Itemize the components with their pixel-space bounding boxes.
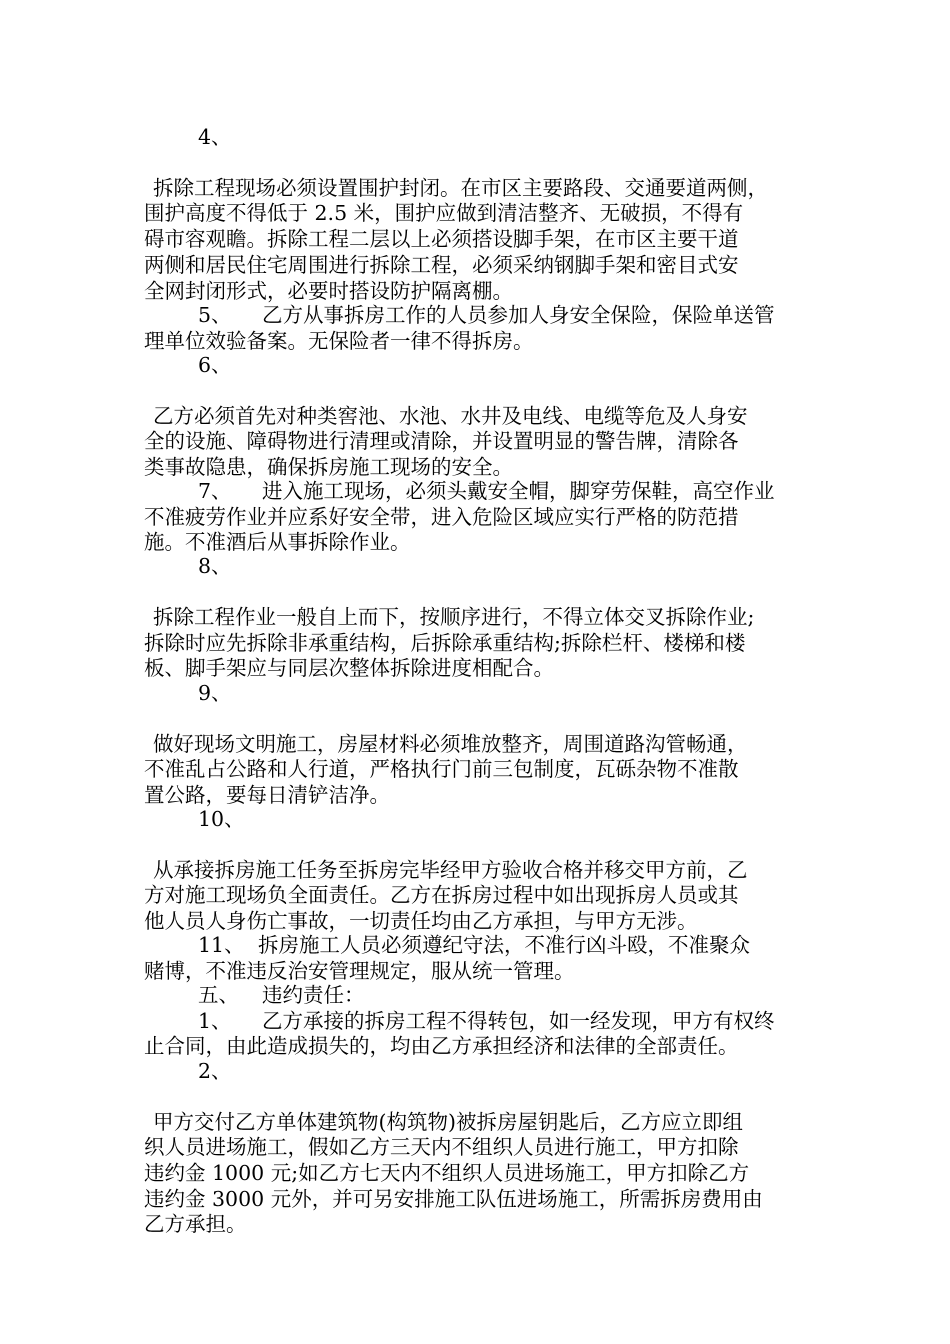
item-text-line: 止合同，由此造成损失的，均由乙方承担经济和法律的全部责任。 xyxy=(144,1034,739,1058)
item-text-line: 不准疲劳作业并应系好安全带，进入危险区域应实行严格的防范措 xyxy=(144,505,739,529)
item-text-line: 违约金 3000 元外，并可另安排施工队伍进场施工，所需拆房费用由 xyxy=(144,1187,763,1211)
item-number: 5、 xyxy=(198,303,232,327)
item-number: 1、 xyxy=(198,1009,232,1033)
item-text-line: 甲方交付乙方单体建筑物(构筑物)被拆房屋钥匙后，乙方应立即组 xyxy=(153,1110,743,1134)
item-text-line: 乙方从事拆房工作的人员参加人身安全保险，保险单送管 xyxy=(262,303,775,327)
item-number: 4、 xyxy=(198,125,232,149)
item-number: 10、 xyxy=(198,807,245,831)
item-text-line: 违约金 1000 元;如乙方七天内不组织人员进场施工，甲方扣除乙方 xyxy=(144,1161,750,1185)
item-number: 8、 xyxy=(198,554,232,578)
item-text-line: 施。不准酒后从事拆除作业。 xyxy=(144,530,411,554)
item-text-line: 置公路，要每日清铲洁净。 xyxy=(144,783,390,807)
item-text-line: 进入施工现场，必须头戴安全帽，脚穿劳保鞋，高空作业 xyxy=(262,479,775,503)
item-text-line: 乙方承接的拆房工程不得转包，如一经发现，甲方有权终 xyxy=(262,1009,775,1033)
item-text-line: 理单位效验备案。无保险者一律不得拆房。 xyxy=(144,329,534,353)
item-text-line: 拆除工程作业一般自上而下，按顺序进行，不得立体交叉拆除作业; xyxy=(153,605,755,629)
item-text-line: 乙方必须首先对种类窖池、水池、水井及电线、电缆等危及人身安 xyxy=(153,404,748,428)
item-number: 2、 xyxy=(198,1059,232,1083)
item-text-line: 赌博，不准违反治安管理规定，服从统一管理。 xyxy=(144,959,575,983)
item-text-line: 全网封闭形式，必要时搭设防护隔离棚。 xyxy=(144,279,513,303)
item-text-line: 全的设施、障碍物进行清理或清除，并设置明显的警告牌，清除各 xyxy=(144,429,739,453)
item-text-line: 做好现场文明施工，房屋材料必须堆放整齐，周围道路沟管畅通， xyxy=(153,732,748,756)
item-text-line: 从承接拆房施工任务至拆房完毕经甲方验收合格并移交甲方前，乙 xyxy=(153,858,748,882)
item-text-line: 方对施工现场负全面责任。乙方在拆房过程中如出现拆房人员或其 xyxy=(144,883,739,907)
item-text-line: 板、脚手架应与同层次整体拆除进度相配合。 xyxy=(144,656,554,680)
item-text-line: 不准乱占公路和人行道，严格执行门前三包制度，瓦砾杂物不准散 xyxy=(144,757,739,781)
item-number: 11、 xyxy=(198,933,245,957)
item-text-line: 乙方承担。 xyxy=(144,1212,247,1236)
section-number: 五、 xyxy=(198,983,239,1007)
item-number: 6、 xyxy=(198,353,232,377)
item-text-line: 拆除工程现场必须设置围护封闭。在市区主要路段、交通要道两侧， xyxy=(153,176,768,200)
item-text-line: 拆除时应先拆除非承重结构，后拆除承重结构;拆除栏杆、楼梯和楼 xyxy=(144,631,746,655)
item-number: 9、 xyxy=(198,681,232,705)
item-text-line: 类事故隐患，确保拆房施工现场的安全。 xyxy=(144,455,513,479)
item-text-line: 他人员人身伤亡事故，一切责任均由乙方承担，与甲方无涉。 xyxy=(144,909,698,933)
item-text-line: 拆房施工人员必须遵纪守法，不准行凶斗殴，不准聚众 xyxy=(258,933,750,957)
item-text-line: 织人员进场施工，假如乙方三天内不组织人员进行施工，甲方扣除 xyxy=(144,1135,739,1159)
section-heading: 违约责任： xyxy=(262,983,365,1007)
item-text-line: 碍市容观瞻。拆除工程二层以上必须搭设脚手架，在市区主要干道 xyxy=(144,227,739,251)
item-number: 7、 xyxy=(198,479,232,503)
item-text-line: 两侧和居民住宅周围进行拆除工程，必须采纳钢脚手架和密目式安 xyxy=(144,253,739,277)
item-text-line: 围护高度不得低于 2.5 米，围护应做到清洁整齐、无破损，不得有 xyxy=(144,201,744,225)
